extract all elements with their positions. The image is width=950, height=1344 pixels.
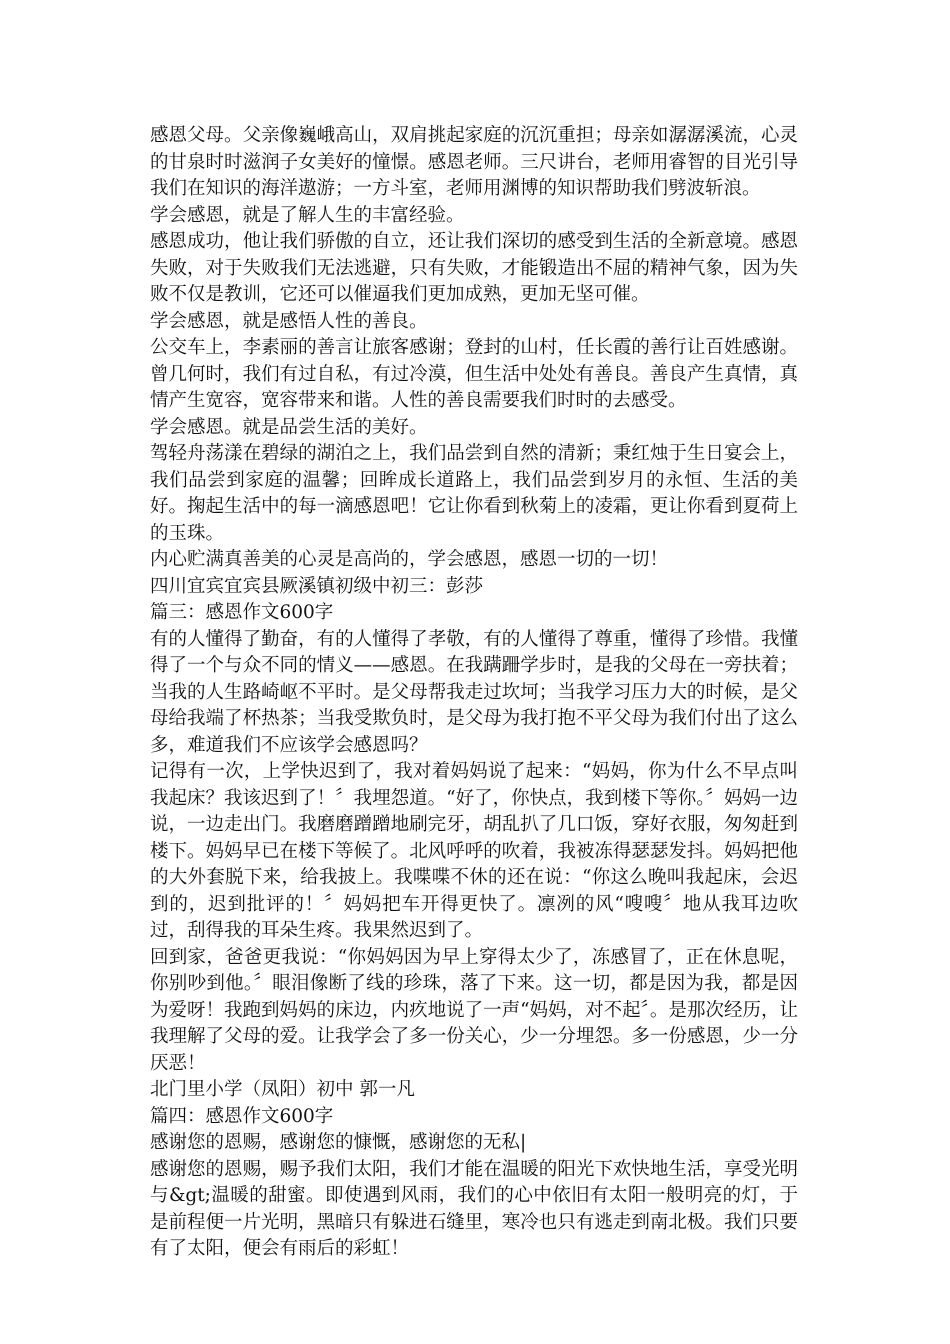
paragraph-conclusion: 内心贮满真善美的心灵是高尚的，学会感恩，感恩一切的一切！ — [150, 549, 669, 570]
heading-life-experience: 学会感恩，就是了解人生的丰富经验。 — [150, 204, 465, 226]
section-title-4: 篇四：感恩作文600字 — [150, 1105, 334, 1127]
heading-human-kindness: 学会感恩，就是感悟人性的善良。 — [150, 310, 428, 332]
paragraph-late-for-school: 记得有一次，上学快迟到了，我对着妈妈说了起来：“妈妈，你为什么不早点叫我起床？我该迟到了！〞我埋怨道。“好了，你快点，我到楼下等你。〞妈妈一边说，一边走出门。我磨磨蹭蹭地刷完牙，胡乱扒了几口饭，穿好衣服，匆匆赶到楼下。妈妈早已在楼下等候了。北风呼呼的吹着，我被冻得瑟瑟发抖。妈妈把他的大外套脱下来，给我披上。我喋喋不休的还在说：“你这么晚叫我起床，会迟到的，迟到批评的！〞妈妈把车开得更快了。凛冽的风“嗖嗖〞地从我耳边吹过，刮得我的耳朵生疼。我果然迟到了。 — [150, 761, 798, 941]
author-line-2: 北门里小学（凤阳）初中 郭一凡 — [150, 1079, 415, 1100]
section-title-3: 篇三：感恩作文600字 — [150, 602, 334, 623]
paragraph-kindness: 公交车上，李素丽的善言让旅客感谢；登封的山村，任长霞的善行让百姓感谢。曾几何时，我们有过自私，有过冷漠，但生活中处处有善良。善良产生真情，真情产生宽容，宽容带来和谐。人性的善良需要我们时时的去感受。 — [150, 337, 798, 411]
paragraph-thanks-sun: 感谢您的恩赐，赐予我们太阳，我们才能在温暖的阳光下欢快地生活，享受光明与&gt;温暖的甜蜜。即使遇到风雨，我们的心中依旧有太阳一般明亮的灯，于是前程便一片光明，黑暗只有躲进石缝里，寒冷也只有逃走到南北极。我们只要有了太阳，便会有雨后的彩虹！ — [150, 1158, 798, 1259]
paragraph-back-home: 回到家，爸爸更我说：“你妈妈因为早上穿得太少了，冻感冒了，正在休息呢，你别吵到他。〞眼泪像断了线的珍珠，落了下来。这一切，都是因为我，都是因为爱呀！我跑到妈妈的床边，内疚地说了一声“妈妈，对不起〞。是那次经历，让我理解了父母的爱。让我学会了多一份关心，少一分埋怨。多一份感恩，少一分厌恶！ — [150, 946, 798, 1074]
paragraph-gratitude-parents-teachers: 感恩父母。父亲像巍峨高山，双肩挑起家庭的沉沉重担；母亲如潺潺溪流，心灵的甘泉时时滋润子女美好的憧憬。感恩老师。三尺讲台，老师用睿智的目光引导我们在知识的海洋遨游；一方斗室，老师用渊博的知识帮助我们劈波斩浪。 — [150, 125, 798, 199]
paragraph-life-beauty: 驾轻舟荡漾在碧绿的湖泊之上，我们品尝到自然的清新；秉红烛于生日宴会上，我们品尝到家庭的温馨；回眸成长道路上，我们品尝到岁月的永恒、生活的美好。掬起生活中的每一滴感恩吧！它让你看到秋菊上的凌霜，更让你看到夏荷上的玉珠。 — [150, 443, 798, 544]
heading-life-beauty: 学会感恩。就是品尝生活的美好。 — [150, 416, 428, 438]
author-line-1: 四川宜宾宜宾县厥溪镇初级中初三：彭莎 — [150, 575, 484, 597]
paragraph-thanks-intro: 感谢您的恩赐，感谢您的慷慨，感谢您的无私| — [150, 1132, 527, 1153]
paragraph-success-failure: 感恩成功，他让我们骄傲的自立，还让我们深切的感受到生活的全新意境。感恩失败，对于失败我们无法逃避，只有失败，才能锻造出不屈的精神气象，因为失败不仅是教训，它还可以催逼我们更加成熟，更加无坚可催。 — [150, 231, 798, 305]
paragraph-understanding-gratitude: 有的人懂得了勤奋，有的人懂得了孝敬，有的人懂得了尊重，懂得了珍惜。我懂得了一个与众不同的情义——感恩。在我蹒跚学步时，是我的父母在一旁扶着；当我的人生路崎岖不平时。是父母帮我走过坎坷；当我学习压力大的时候，是父母给我端了杯热茶；当我受欺负时，是父母为我打抱不平父母为我们付出了这么多，难道我们不应该学会感恩吗？ — [150, 628, 798, 756]
document-page — [150, 123, 798, 1263]
